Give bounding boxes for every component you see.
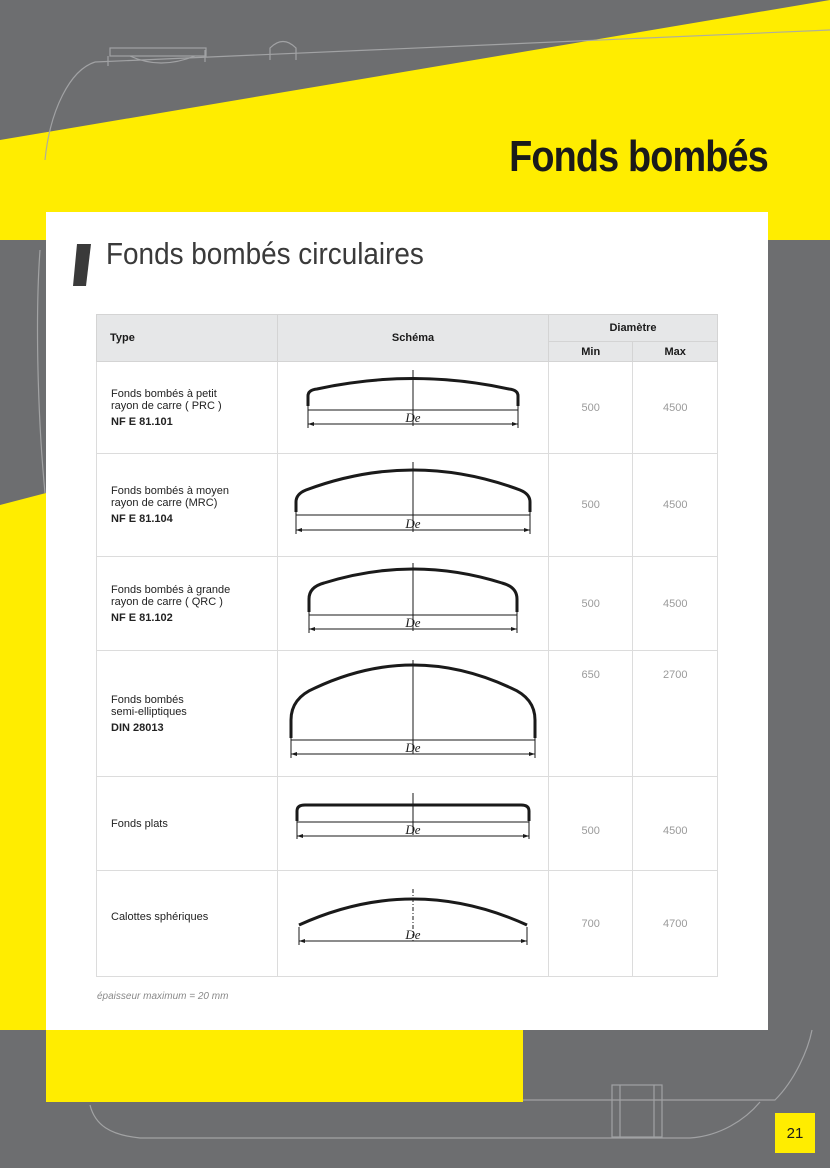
header-schema: Schéma [278, 315, 549, 362]
prc-head-diagram [288, 370, 538, 440]
min-value: 500 [548, 454, 632, 557]
flat-head-diagram [287, 791, 539, 851]
header-min: Min [548, 342, 632, 362]
semi-elliptic-head-diagram [285, 654, 541, 768]
header-diameter: Diamètre [548, 315, 717, 342]
min-value: 700 [548, 871, 632, 977]
max-value: 4500 [633, 777, 718, 871]
qrc-head-diagram [288, 561, 538, 641]
table-row [97, 362, 718, 454]
schema-cell [278, 362, 549, 454]
page-number: 21 [775, 1113, 815, 1153]
min-value: 500 [548, 777, 632, 871]
diameter-label: De [405, 410, 421, 425]
section-title: Fonds bombés circulaires [106, 236, 424, 271]
type-line: Fonds bombés à grande [111, 583, 231, 596]
norm-reference: NF E 81.101 [111, 415, 173, 428]
type-line: Fonds bombés à moyen [111, 485, 230, 497]
spherical-cap-diagram [287, 881, 539, 951]
max-value: 4700 [633, 871, 718, 977]
table-row [97, 557, 718, 651]
min-value: 650 [548, 651, 632, 777]
schema-cell [278, 454, 549, 557]
header-max: Max [633, 342, 718, 362]
max-value: 4500 [633, 454, 718, 557]
type-cell [97, 362, 278, 454]
min-value: 500 [548, 557, 632, 651]
page-title: Fonds bombés [509, 132, 768, 181]
table-row [97, 651, 718, 777]
type-line: rayon de carre (MRC) [111, 497, 218, 509]
section-marker-icon [73, 244, 91, 286]
diameter-label: De [405, 740, 421, 755]
schema-cell [278, 651, 549, 777]
type-cell [97, 871, 278, 977]
table-row [97, 777, 718, 871]
diameter-label: De [405, 822, 421, 837]
schema-cell [278, 871, 549, 977]
min-value: 500 [548, 362, 632, 454]
type-line: Fonds bombés [111, 693, 184, 706]
type-line: Fonds plats [111, 817, 168, 830]
thickness-note: épaisseur maximum = 20 mm [97, 991, 229, 1002]
table-row [97, 871, 718, 977]
norm-reference: DIN 28013 [111, 721, 164, 734]
table-row [97, 454, 718, 557]
diameter-label: De [405, 927, 421, 942]
type-line: Calottes sphériques [111, 911, 209, 923]
max-value: 4500 [633, 557, 718, 651]
mrc-head-diagram [288, 458, 538, 548]
diameter-label: De [405, 615, 421, 630]
specs-table [96, 314, 718, 977]
max-value: 4500 [633, 362, 718, 454]
norm-reference: NF E 81.102 [111, 611, 173, 624]
type-cell [97, 454, 278, 557]
type-line: semi-elliptiques [111, 705, 187, 718]
type-cell [97, 651, 278, 777]
type-line: rayon de carre ( QRC ) [111, 595, 223, 608]
type-line: Fonds bombés à petit [111, 387, 217, 400]
type-cell [97, 777, 278, 871]
diameter-label: De [405, 515, 421, 531]
norm-reference: NF E 81.104 [111, 513, 173, 525]
type-cell [97, 557, 278, 651]
type-line: rayon de carre ( PRC ) [111, 399, 222, 412]
max-value: 2700 [633, 651, 718, 777]
header-type: Type [97, 315, 278, 362]
schema-cell [278, 777, 549, 871]
schema-cell [278, 557, 549, 651]
